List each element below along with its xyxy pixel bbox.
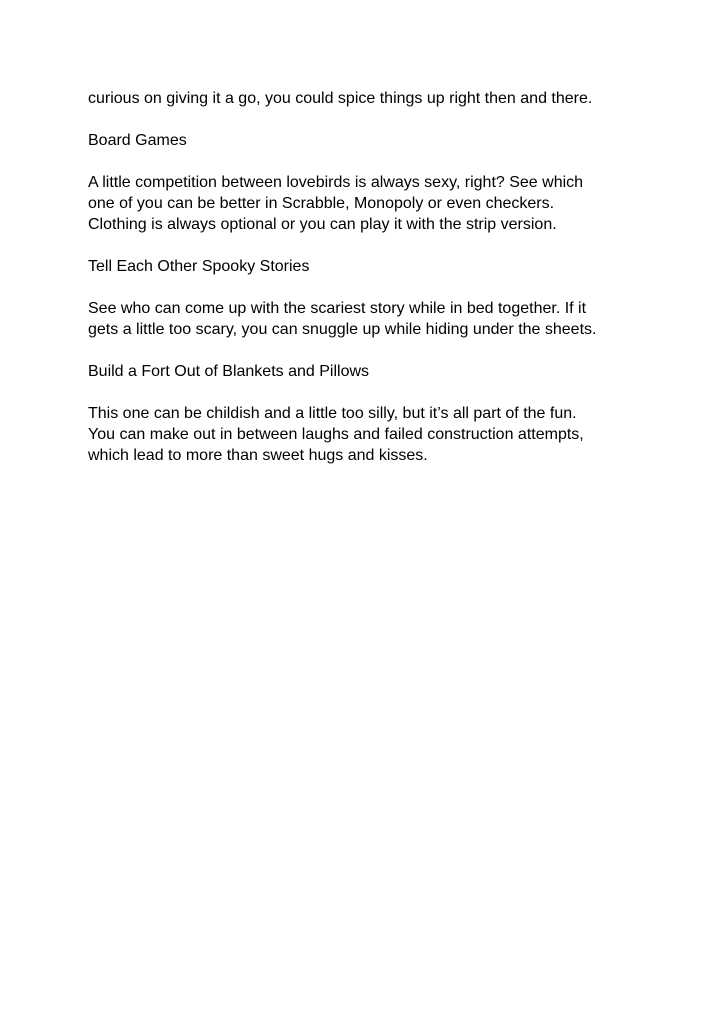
section-heading-spooky-stories: Tell Each Other Spooky Stories: [88, 258, 310, 275]
paragraph-line: Clothing is always optional or you can play it with the strip version.: [88, 216, 557, 233]
paragraph-line: A little competition between lovebirds is always sexy, right? See which: [88, 174, 584, 191]
paragraph-line: You can make out in between laughs and failed construction attempts,: [88, 426, 584, 443]
paragraph-line: which lead to more than sweet hugs and kisses.: [88, 447, 428, 464]
paragraph-line: gets a little too scary, you can snuggle up while hiding under the sheets.: [88, 321, 597, 338]
paragraph-line: See who can come up with the scariest story while in bed together. If it: [88, 300, 587, 317]
section-heading-build-a-fort: Build a Fort Out of Blankets and Pillows: [88, 363, 370, 380]
section-paragraph-build-a-fort: [88, 403, 648, 466]
section-heading-board-games: Board Games: [88, 132, 187, 149]
section-paragraph-board-games: [88, 172, 648, 235]
paragraph-line: curious on giving it a go, you could spice things up right then and there.: [88, 90, 593, 107]
paragraph-line: one of you can be better in Scrabble, Monopoly or even checkers.: [88, 195, 555, 212]
document-body: [88, 88, 648, 487]
opening-paragraph: [88, 88, 648, 109]
section-paragraph-spooky-stories: [88, 298, 648, 340]
paragraph-line: This one can be childish and a little too silly, but it’s all part of the fun.: [88, 405, 577, 422]
